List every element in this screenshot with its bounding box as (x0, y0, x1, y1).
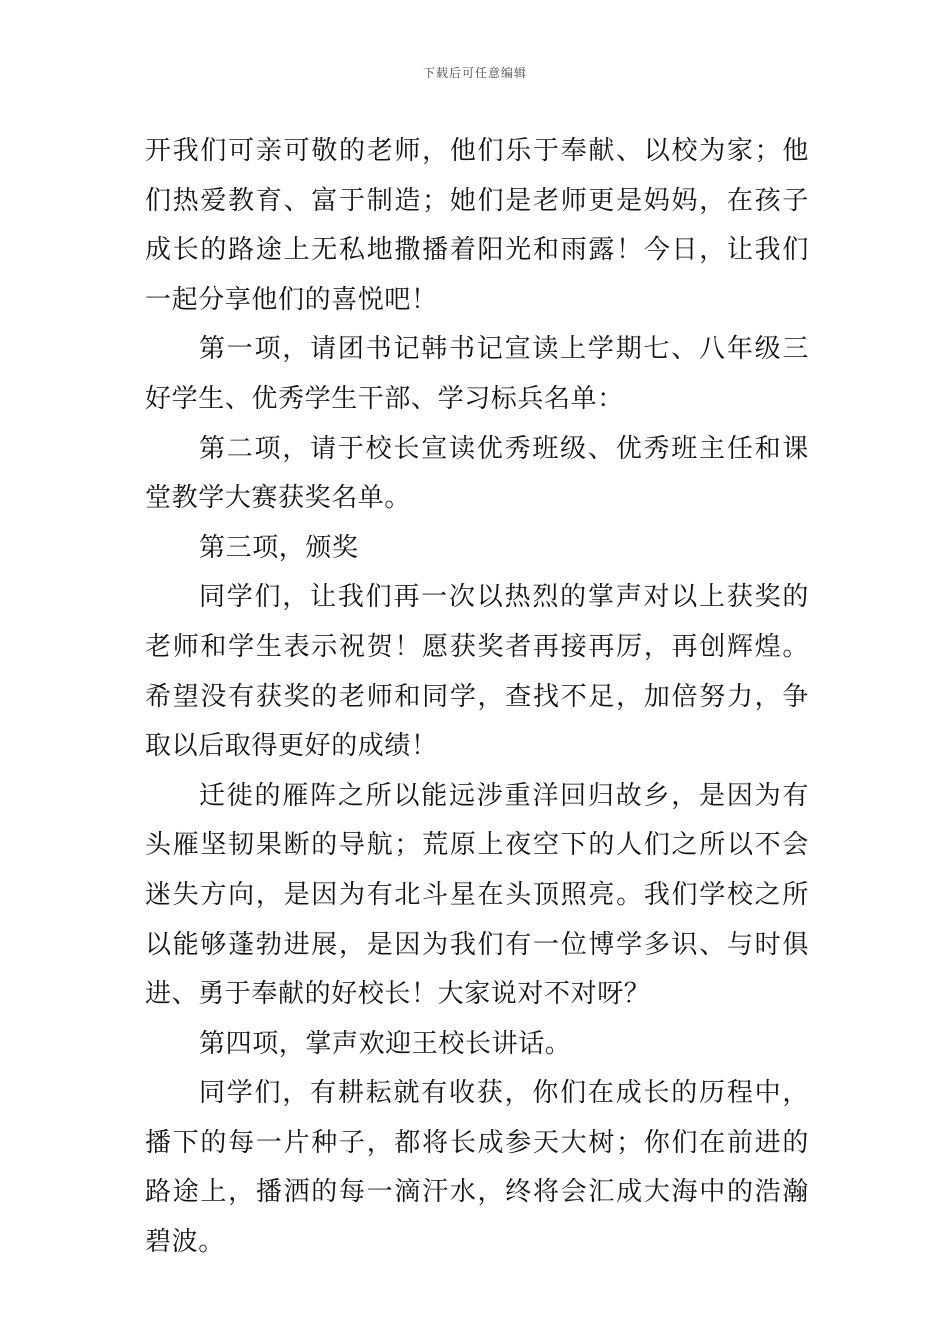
document-body (145, 127, 809, 1268)
paragraph: 第一项，请团书记韩书记宣读上学期七、八年级三好学生、优秀学生干部、学习标兵名单： (145, 334, 809, 414)
paragraph: 同学们，让我们再一次以热烈的掌声对以上获奖的老师和学生表示祝贺！愿获奖者再接再厉，再创辉煌。希望没有获奖的老师和同学，查找不足，加倍努力，争取以后取得更好的成绩！ (145, 582, 809, 762)
paragraph: 开我们可亲可敬的老师，他们乐于奉献、以校为家；他们热爱教育、富于制造；她们是老师更是妈妈，在孩子成长的路途上无私地撒播着阳光和雨露！今日，让我们一起分享他们的喜悦吧！ (145, 136, 809, 315)
paragraph: 同学们，有耕耘就有收获，你们在成长的历程中，播下的每一片种子，都将长成参天大树；你们在前进的路途上，播洒的每一滴汗水，终将会汇成大海中的浩瀚碧波。 (145, 1078, 809, 1258)
paragraph: 第三项，颁奖 (199, 532, 359, 563)
paragraph: 第二项，请于校长宣读优秀班级、优秀班主任和课堂教学大赛获奖名单。 (145, 433, 809, 514)
page-header: 下载后可任意编辑 (422, 66, 527, 80)
paragraph: 第四项，掌声欢迎王校长讲话。 (199, 1028, 572, 1059)
paragraph: 迁徙的雁阵之所以能远涉重洋回归故乡，是因为有头雁坚韧果断的导航；荒原上夜空下的人们之所以不会迷失方向，是因为有北斗星在头顶照亮。我们学校之所以能够蓬勃进展，是因为我们有一位博学多识、与时俱进、勇于奉献的好校长！大家说对不对呀？ (145, 780, 809, 1010)
